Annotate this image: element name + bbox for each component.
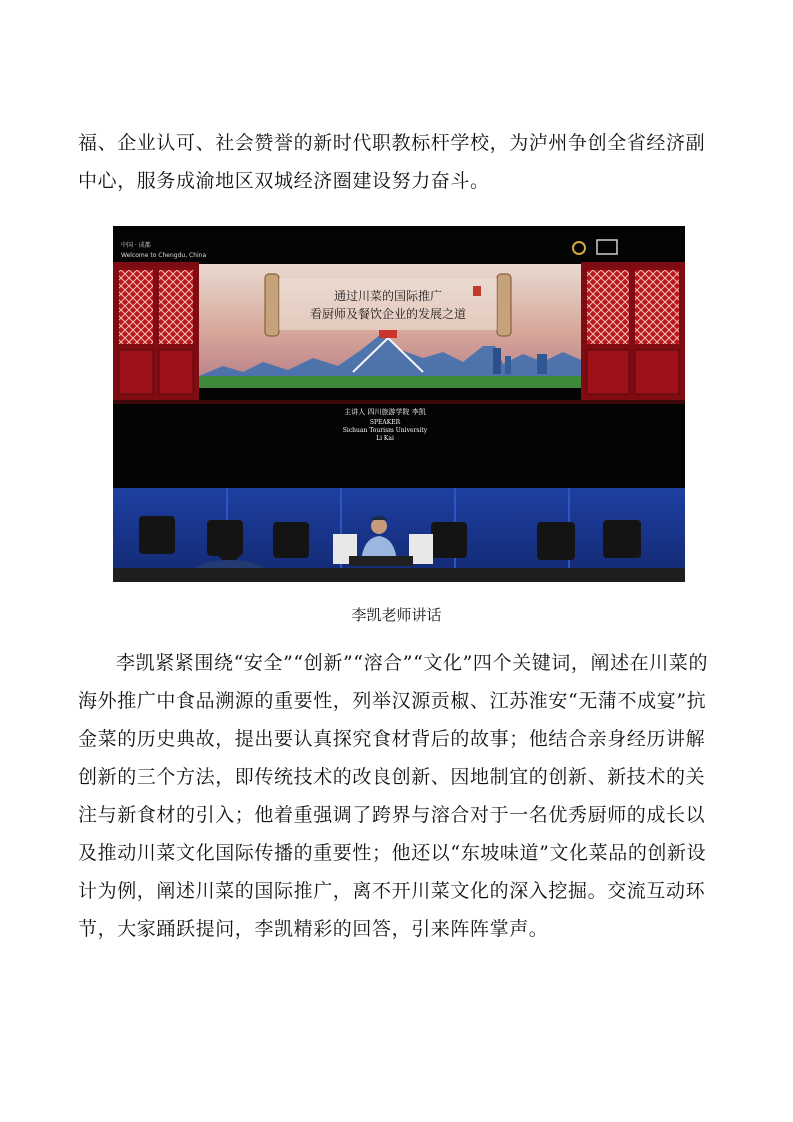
front-desk (113, 568, 685, 582)
corner-text-en: Welcome to Chengdu, China (121, 252, 207, 259)
slide-title-line2: 看厨师及餐饮企业的发展之道 (309, 307, 467, 321)
speaker-name: Li Kai (376, 435, 394, 442)
left-lattice-panel (113, 262, 199, 400)
lecture-scene-illustration (113, 226, 685, 582)
speaker-org: Sichuan Tourism University (342, 427, 428, 434)
intro-paragraph: 福、企业认可、社会赞誉的新时代职教标杆学校，为泸州争创全省经济副中心，服务成渝地区双城经济圈建设努力奋斗。 (78, 132, 706, 192)
presentation-slide (199, 264, 581, 388)
corner-text-cn: 中国 · 成都 (121, 242, 151, 249)
scroll-right (497, 274, 511, 336)
speaker-cn: 主讲人 四川旅游学院 李凯 (344, 408, 426, 416)
lecture-photo (113, 226, 685, 582)
slide-title-line1: 通过川菜的国际推广 (333, 289, 443, 303)
scroll-left (265, 274, 279, 336)
right-lattice-panel (581, 262, 685, 400)
photo-caption: 李凯老师讲话 (351, 606, 442, 624)
body-paragraph: 李凯紧紧围绕“安全”“创新”“溶合”“文化”四个关键词，阐述在川菜的海外推广中食品溯源的重要性，列举汉源贡椒、江苏淮安“无蒲不成宴”抗金菜的历史典故，提出要认真探究食材背后的故事；他结合亲身经历讲解创新的三个方法，即传统技术的改良创新、因地制宜的创新、新技术的关注与新食材的引入；他着重强调了跨界与溶合对于一名优秀厨师的成长以及推动川菜文化国际传播的重要性；他还以“东坡味道”文化菜品的创新设计为例，阐述川菜的国际推广，离不开川菜文化的深入挖掘。交流互动环节，大家踊跃提问，李凯精彩的回答，引来阵阵掌声。 (78, 652, 709, 940)
speaker-label: SPEAKER (369, 419, 401, 426)
